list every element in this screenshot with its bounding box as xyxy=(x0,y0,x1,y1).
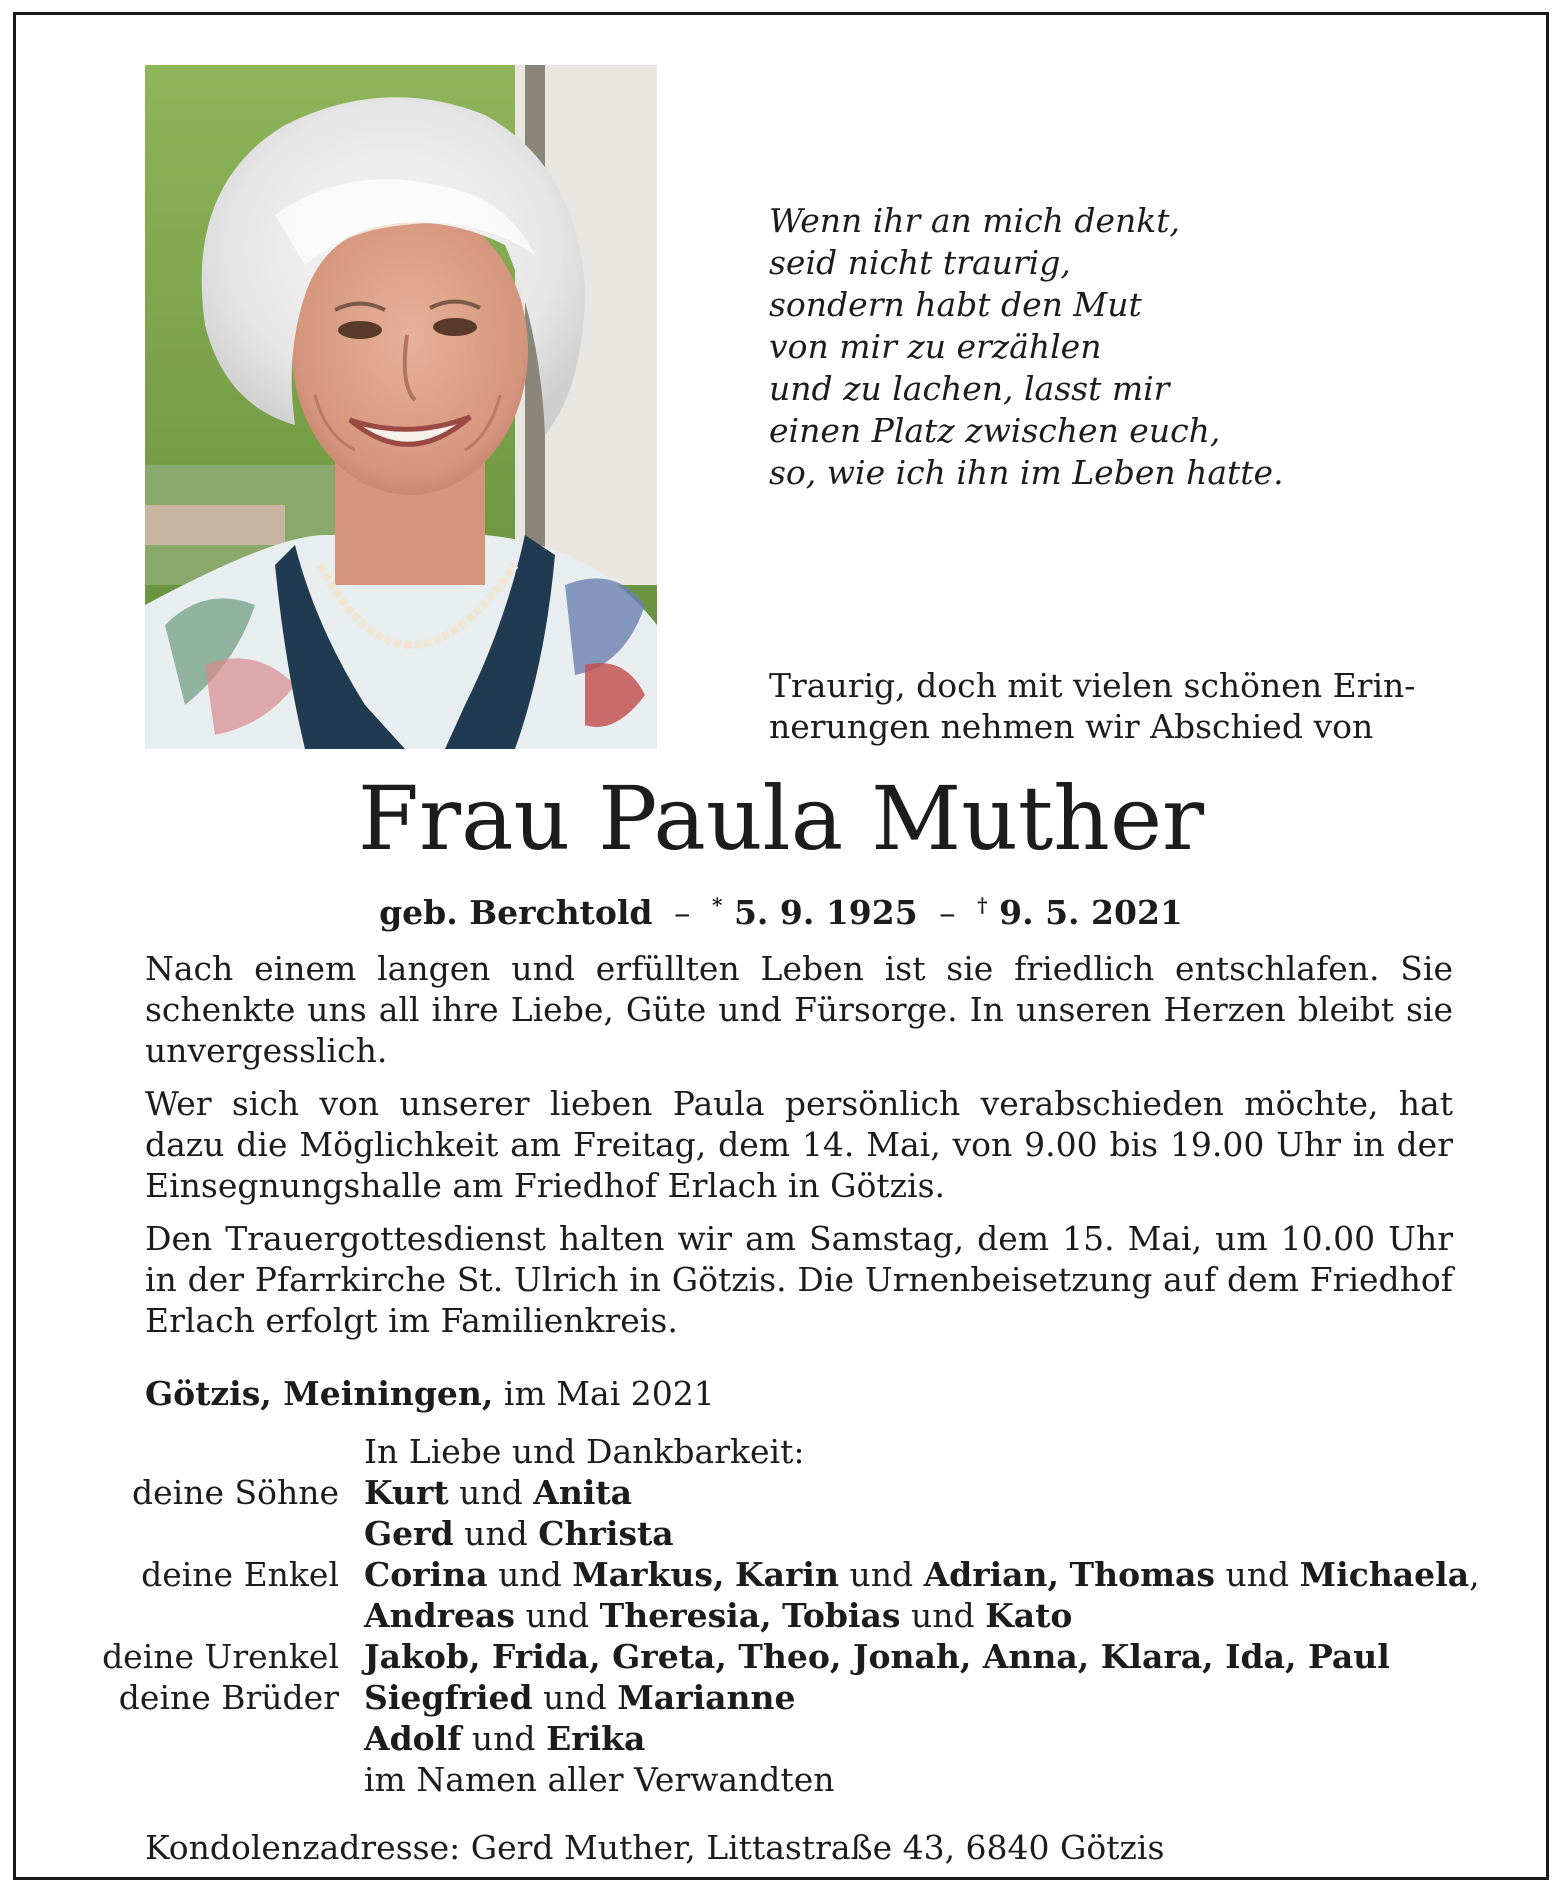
poem-line: Wenn ihr an mich denkt, xyxy=(769,201,1180,240)
person-names: Jakob, Frida, Greta, Theo, Jonah, Anna, Klara, Ida, Paul xyxy=(364,1637,1390,1676)
brothers-couple xyxy=(364,1718,645,1759)
family-closing: im Namen aller Verwandten xyxy=(364,1760,835,1799)
family-row xyxy=(16,1595,1567,1636)
person-name: Markus, xyxy=(572,1555,725,1594)
place-date xyxy=(145,1373,715,1414)
family-row xyxy=(16,1554,1567,1595)
person-name: Siegfried xyxy=(364,1678,533,1717)
person-name: Anita xyxy=(533,1473,632,1512)
family-row xyxy=(16,1431,1567,1472)
poem xyxy=(769,200,1284,494)
grandchildren-line xyxy=(364,1595,1072,1636)
family-row xyxy=(16,1677,1567,1718)
family-row xyxy=(16,1759,1567,1800)
sons-couple xyxy=(364,1472,632,1513)
family-list xyxy=(16,1431,1567,1800)
family-label-brothers: deine Brüder xyxy=(118,1678,339,1717)
family-row xyxy=(16,1513,1567,1554)
conjunction: und xyxy=(464,1514,528,1553)
person-name: Adrian, xyxy=(923,1555,1060,1594)
person-name: Kato xyxy=(985,1596,1073,1635)
person-name: Kurt xyxy=(364,1473,449,1512)
family-row xyxy=(16,1718,1567,1759)
poem-line: und zu lachen, lasst mir xyxy=(769,369,1170,408)
life-dates xyxy=(16,885,1546,933)
birth-symbol: * xyxy=(711,893,723,917)
family-label-great-grandchildren: deine Urenkel xyxy=(102,1637,339,1676)
obituary-body xyxy=(145,948,1453,1353)
family-opening: In Liebe und Dankbarkeit: xyxy=(364,1432,805,1471)
person-name: Erika xyxy=(546,1719,646,1758)
conjunction: und xyxy=(459,1473,523,1512)
poem-line: sondern habt den Mut xyxy=(769,285,1142,324)
poem-line: einen Platz zwischen euch, xyxy=(769,411,1221,450)
conjunction: und xyxy=(543,1678,607,1717)
birth-date: 5. 9. 1925 xyxy=(733,893,918,932)
person-name: Christa xyxy=(538,1514,674,1553)
person-name: Andreas xyxy=(364,1596,516,1635)
place-cities: Götzis, Meiningen, xyxy=(145,1374,494,1413)
family-label-sons: deine Söhne xyxy=(132,1473,339,1512)
person-name: Michaela xyxy=(1299,1555,1470,1594)
person-name: Adolf xyxy=(364,1719,462,1758)
person-name: Corina xyxy=(364,1555,488,1594)
death-date: 9. 5. 2021 xyxy=(999,893,1183,932)
conjunction: und xyxy=(498,1555,562,1594)
intro-line: nerungen nehmen wir Abschied von xyxy=(769,707,1374,746)
person-name: Gerd xyxy=(364,1514,454,1553)
punctuation: , xyxy=(1469,1555,1480,1594)
conjunction: und xyxy=(525,1596,590,1635)
portrait-image xyxy=(145,65,657,749)
portrait-photo xyxy=(145,65,657,749)
great-grandchildren-line xyxy=(364,1636,1390,1677)
death-symbol: † xyxy=(977,893,988,917)
place-month: im Mai 2021 xyxy=(503,1374,715,1413)
person-name: Tobias xyxy=(782,1596,901,1635)
conjunction: und xyxy=(910,1596,975,1635)
poem-line: von mir zu erzählen xyxy=(769,327,1102,366)
family-row xyxy=(16,1636,1567,1677)
sons-couple xyxy=(364,1513,674,1554)
body-paragraph: Nach einem langen und erfüllten Leben ist sie friedlich entschlafen. Sie schenkte uns all ihre Liebe, Güte und Fürsorge. In unseren Herzen bleibt sie unvergesslich. xyxy=(145,949,1453,1070)
deceased-name: Frau Paula Muther xyxy=(357,767,1205,870)
separator: – xyxy=(673,893,691,932)
separator: – xyxy=(939,893,956,932)
obituary-card xyxy=(13,12,1549,1880)
condolence-address: Kondolenzadresse: Gerd Muther, Littastraße 43, 6840 Götzis xyxy=(145,1828,1165,1867)
intro-line: Traurig, doch mit vielen schönen Erin- xyxy=(769,666,1416,705)
intro-text xyxy=(769,665,1459,747)
conjunction: und xyxy=(849,1555,914,1594)
brothers-couple xyxy=(364,1677,795,1718)
poem-line: so, wie ich ihn im Leben hatte. xyxy=(769,453,1284,492)
maiden-name: geb. Berchtold xyxy=(379,893,653,932)
conjunction: und xyxy=(471,1719,536,1758)
person-name: Theresia, xyxy=(599,1596,772,1635)
conjunction: und xyxy=(1225,1555,1290,1594)
family-row xyxy=(16,1472,1567,1513)
body-paragraph: Wer sich von unserer lieben Paula persönlich verabschieden möchte, hat dazu die Möglichkeit am Freitag, dem 14. Mai, von 9.00 bis 19.00 Uhr in der Einsegnungshalle am Friedhof Erlach in Götzis. xyxy=(145,1084,1453,1205)
poem-line: seid nicht traurig, xyxy=(769,243,1071,282)
person-name: Marianne xyxy=(617,1678,796,1717)
grandchildren-line xyxy=(364,1554,1480,1595)
person-name: Karin xyxy=(734,1555,839,1594)
family-label-grandchildren: deine Enkel xyxy=(141,1555,339,1594)
person-name: Thomas xyxy=(1069,1555,1215,1594)
body-paragraph: Den Trauergottesdienst halten wir am Samstag, dem 15. Mai, um 10.00 Uhr in der Pfarrkirche St. Ulrich in Götzis. Die Urnenbeisetzung auf dem Friedhof Erlach erfolgt im Familienkreis. xyxy=(145,1219,1453,1340)
